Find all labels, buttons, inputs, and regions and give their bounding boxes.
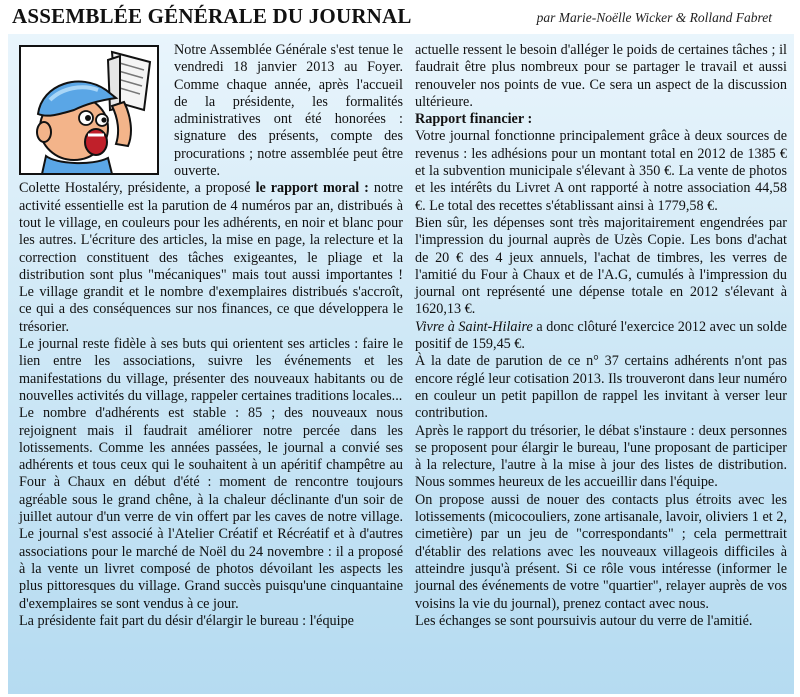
paragraph-bureau: La présidente fait part du désir d'élargir le bureau : l'équipe [19, 612, 354, 629]
article-header [0, 0, 800, 34]
moral-report-lead: Colette Hostaléry, présidente, a proposé [19, 180, 256, 197]
financial-report-heading: Rapport financier : [415, 111, 533, 128]
paragraph-dues-reminder: À la date de parution de ce n° 37 certains adhérents n'ont pas encore réglé leur cotisation 2013. Ils trouveront dans leur numéro en couleur un petit papillon de rappel les invitant à verser leur contribution. [415, 353, 787, 422]
paragraph-expenses: Bien sûr, les dépenses sont très majoritairement engendrées par l'impression du journal auprès de Uzès Copie. Les bons d'achat de 20 € des 4 jeux annuels, l'achat de timbres, les verres de l'amitié du Four à Chaux et de l'A.G, cumulés à l'impression du journal ont représenté une dépense totale en 2012 s'élevant à 1620,13 €. [415, 214, 787, 318]
left-column [19, 42, 403, 630]
association-name: Vivre à Saint-Hilaire [415, 318, 533, 335]
paragraph-intro: Notre Assemblée Générale s'est tenue le vendredi 18 janvier 2013 au Foyer. Comme chaque année, après l'accueil de la présidente, les formalités administratives ont été honorées : signature des présents, compte des procurations ; notre assemblée peut être ouverte. [174, 42, 403, 180]
paragraph-correspondents: On propose aussi de nouer des contacts plus étroits avec les lotissements (micocouliers, zone artisanale, lavoir, oliviers 1 et 2, cimetière) par un jeu de "correspondants" ; cela permettrait d'établir des relations avec les nouveaux villageois difficiles à atteindre jusqu'à présent. Si ce rôle vous intéresse (informer le journal des événements de votre "quartier", relayer auprès de vos voisins la vie du journal), prenez contact avec nous. [415, 491, 787, 612]
newspaper-boy-illustration [16, 40, 166, 180]
paragraph-moral-report [19, 180, 403, 336]
balance-text: a donc clôturé l'exercice 2012 avec un solde positif de 159,45 €. [415, 318, 787, 353]
paragraph-closing: Les échanges se sont poursuivis autour du verre de l'amitié. [415, 612, 753, 629]
paragraph-goals: Le journal reste fidèle à ses buts qui orientent ses articles : faire le lien entre les associations, suivre les événements et les manifestations du village, présenter des nouveaux habitants ou de nouvelles activités du village, rappeler certaines traditions locales... [19, 336, 403, 404]
newspaper-shape [108, 52, 150, 110]
newspaper-boy-icon [16, 40, 166, 180]
article-title: ASSEMBLÉE GÉNÉRALE DU JOURNAL [12, 4, 412, 28]
paragraph-bureau-continued: actuelle ressent le besoin d'alléger le poids de certaines tâches ; il faudrait être plus nombreux pour se partager le travail et aussi renouveler nos points de vue. Ce sera un aspect de la discussion ultérieure. [415, 42, 787, 110]
right-column [415, 42, 787, 630]
paragraph-debate: Après le rapport du trésorier, le débat s'instaure : deux personnes se proposent pour élargir le bureau, l'une proposant de participer à la relecture, l'autre à la mise à jour des listes de distribution. Nous sommes heureux de les accueillir dans l'équipe. [415, 422, 787, 491]
article-byline: par Marie-Noëlle Wicker & Rolland Fabret [536, 10, 772, 25]
article-panel [8, 34, 794, 694]
paragraph-balance [415, 319, 787, 354]
paragraph-revenues: Votre journal fonctionne principalement grâce à deux sources de revenus : les adhésions pour un montant total en 2012 de 1385 € et la subvention municipale s'élevant à 350 €. La vente de photos et les intérêts du Livret A ont rapporté à notre association 44,58 €. Le total des recettes s'établissant ainsi à 1779,58 €. [415, 128, 787, 214]
moral-report-text: notre activité essentielle est la parution de 4 numéros par an, distribués à tout le village, en couleurs pour les adhérents, en noir et blanc pour les autres. L'écriture des articles, la mise en page, la relecture et la correction constituent des tâches exigeantes, le pliage et la distribution sont plus "mécaniques" mais tout aussi importantes ! Le village grandit et le nombre d'exemplaires distribués s'accroît, ce qui a des conséquences sur nos finances, ce que développera le trésorier. [19, 180, 404, 335]
paragraph-members: Le nombre d'adhérents est stable : 85 ; des nouveaux nous rejoignent mais il faudrait améliorer notre percée dans les lotissements. Comme les années passées, le journal a convié ses adhérents et tous ceux qui le souhaitent à un apéritif champêtre au Four à Chaux en début d'été : moment de rencontre toujours agréable sous le grand chêne, à la chaleur déclinante d'un soir de juillet autour d'un verre de vin offert par les caves de notre village. Le journal s'est associé à l'Atelier Créatif et Récréatif et à d'autres associations pour le marché de Noël du 24 novembre : il a proposé à la vente un livret composé de photos dévoilant les aspects les plus pittoresques du village. Grand succès puisqu'une cinquantaine d'exemplaires se sont vendus à ce jour. [19, 405, 403, 612]
moral-report-heading: le rapport moral : [255, 180, 369, 197]
